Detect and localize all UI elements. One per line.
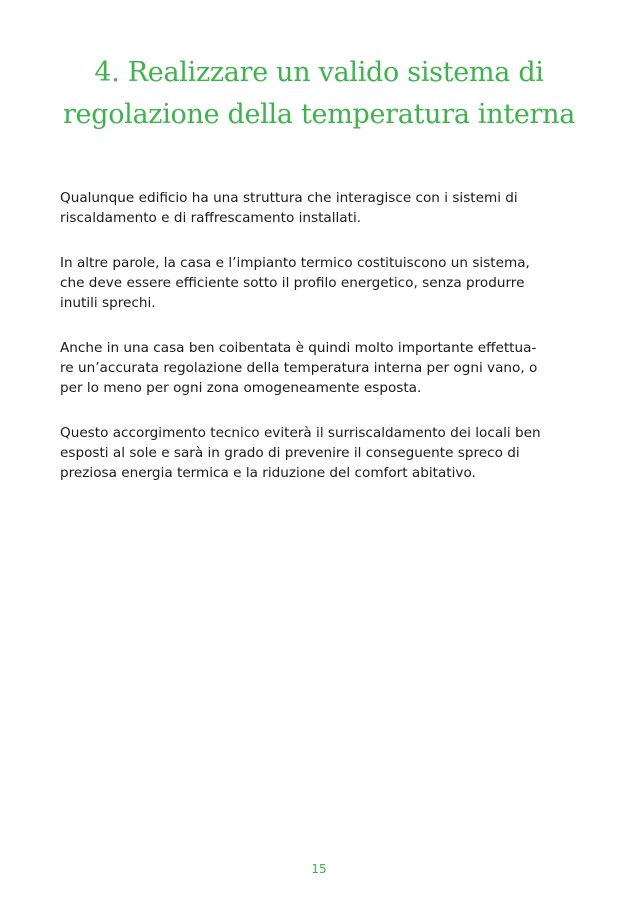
paragraph-line: che deve essere efficiente sotto il profilo energetico, senza produrre xyxy=(60,275,525,291)
paragraph xyxy=(60,338,580,398)
paragraph xyxy=(60,253,580,313)
paragraph-line: per lo meno per ogni zona omogeneamente esposta. xyxy=(60,380,422,396)
paragraph-line: preziosa energia termica e la riduzione del comfort abitativo. xyxy=(60,465,476,481)
title-line-1: 4. Realizzare un valido sistema di xyxy=(94,57,544,88)
title-line-2: regolazione della temperatura interna xyxy=(62,99,576,130)
paragraph-line: esposti al sole e sarà in grado di prevenire il conseguente spreco di xyxy=(60,445,520,461)
paragraph-line: Anche in una casa ben coibentata è quindi molto importante effettua- xyxy=(60,340,537,356)
page-title xyxy=(40,52,598,136)
paragraph-line: riscaldamento e di raffrescamento installati. xyxy=(60,210,362,226)
page-number: 15 xyxy=(311,862,327,876)
paragraph xyxy=(60,188,580,228)
body-text xyxy=(60,188,580,508)
paragraph-line: Qualunque edificio ha una struttura che interagisce con i sistemi di xyxy=(60,190,518,206)
paragraph xyxy=(60,423,580,483)
paragraph-line: Questo accorgimento tecnico eviterà il surriscaldamento dei locali ben xyxy=(60,425,541,441)
paragraph-line: re un’accurata regolazione della temperatura interna per ogni vano, o xyxy=(60,360,538,376)
paragraph-line: In altre parole, la casa e l’impianto termico costituiscono un sistema, xyxy=(60,255,530,271)
paragraph-line: inutili sprechi. xyxy=(60,295,156,311)
